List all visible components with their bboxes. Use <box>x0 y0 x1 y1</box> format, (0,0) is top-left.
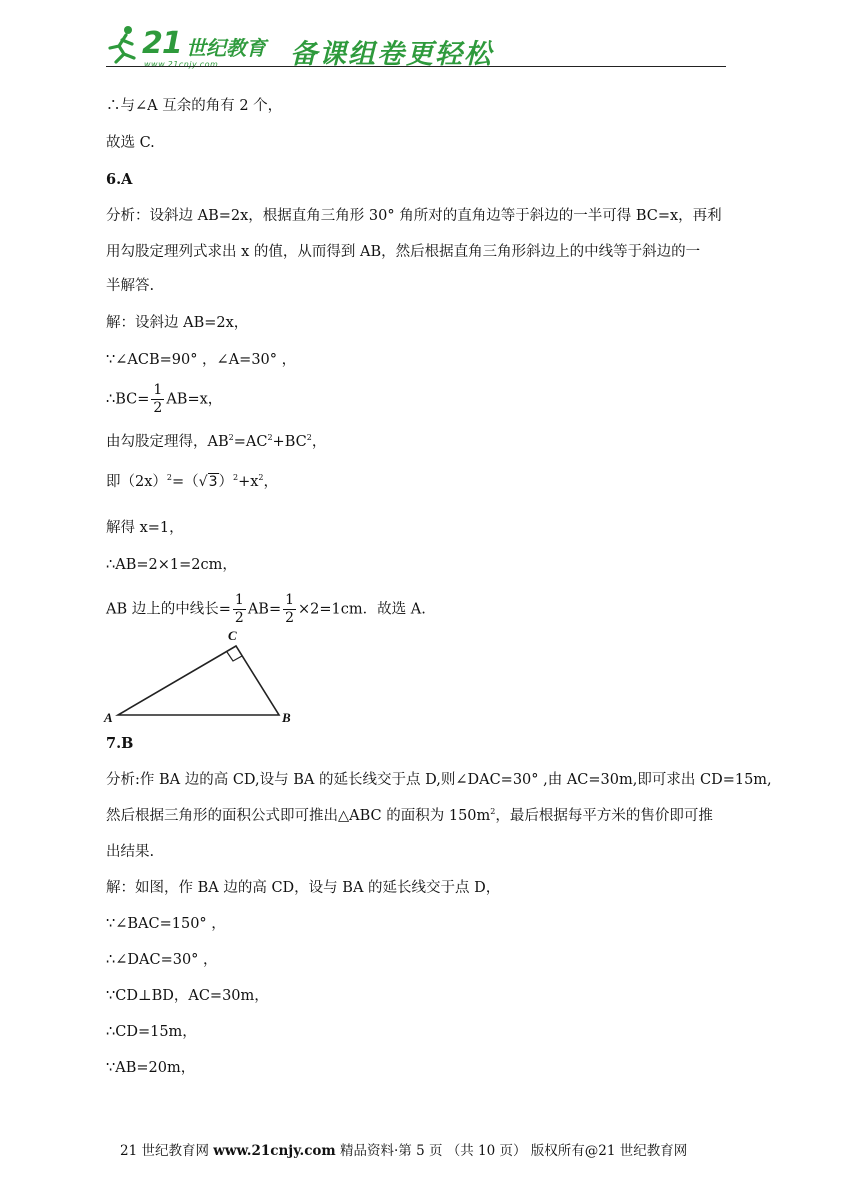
footer-site-link[interactable]: www.21cnjy.com <box>213 1143 336 1159</box>
fraction <box>151 382 164 417</box>
text-segment: =AC <box>233 434 268 450</box>
fraction-denominator: 2 <box>153 400 163 416</box>
text-segment: ，最后根据每平方米的售价即可推 <box>495 808 713 824</box>
text-segment: +BC <box>272 434 307 450</box>
text-line: 解：设斜边 AB=2x， <box>106 315 249 331</box>
fraction-denominator: 2 <box>234 610 244 626</box>
math-line <box>106 432 326 452</box>
text-line: ∴CD=15m， <box>106 1024 197 1040</box>
text-line: 故选 C. <box>106 135 155 151</box>
header-slogan: 备课组卷更轻松 <box>290 39 493 70</box>
superscript: 2 <box>228 433 234 443</box>
text-line: ∵∠BAC=150° ， <box>106 916 226 932</box>
page-footer <box>120 1139 687 1159</box>
runner-logo-icon <box>106 24 140 64</box>
text-line: 分析：设斜边 AB=2x，根据直角三角形 30° 角所对的直角边等于斜边的一半可得 BC=x，再利 <box>106 208 722 224</box>
text-line: 用勾股定理列式求出 x 的值，从而得到 AB，然后根据直角三角形斜边上的中线等于斜边的一 <box>106 244 701 260</box>
fraction-numerator: 1 <box>285 592 295 608</box>
text-segment: ∴BC= <box>106 391 150 408</box>
logo-number: 21 <box>142 26 182 61</box>
footer-page-info: 精品资料·第 5 页 （共 10 页） 版权所有@21 世纪教育网 <box>340 1143 688 1159</box>
text-segment: AB 边上的中线长= <box>106 601 231 618</box>
math-line <box>106 806 713 826</box>
superscript: 2 <box>233 473 239 483</box>
vertex-label-a: A <box>104 710 113 725</box>
text-segment: 即（2x） <box>106 474 167 490</box>
superscript: 2 <box>306 433 312 443</box>
math-line <box>106 472 278 492</box>
triangle-figure <box>100 622 300 726</box>
text-line: ∴∠DAC=30° ， <box>106 952 218 968</box>
text-segment: 然后根据三角形的面积公式即可推出△ABC 的面积为 150m <box>106 808 491 824</box>
question-number: 7.B <box>106 735 134 752</box>
text-segment: ×2=1cm．故选 A. <box>298 601 426 618</box>
superscript: 2 <box>490 807 496 817</box>
square-root: √3 <box>198 474 218 490</box>
fraction-denominator: 2 <box>285 610 295 626</box>
text-line: 半解答. <box>106 278 155 294</box>
text-line: 解得 x=1， <box>106 520 184 536</box>
triangle-abc <box>118 646 279 715</box>
fraction-numerator: 1 <box>153 382 163 398</box>
text-segment: 由勾股定理得，AB <box>106 434 229 450</box>
text-segment: ， <box>311 434 327 450</box>
text-segment: ） <box>218 474 233 490</box>
text-line: 分析:作 BA 边的高 CD,设与 BA 的延长线交于点 D,则∠DAC=30° ,由 AC=30m,即可求出 CD=15m, <box>106 772 772 788</box>
text-line: ∵CD⊥BD，AC=30m， <box>106 988 269 1004</box>
superscript: 2 <box>258 473 264 483</box>
math-line <box>106 382 222 417</box>
text-line: ∴与∠A 互余的角有 2 个， <box>106 98 283 114</box>
text-segment: +x <box>238 474 259 490</box>
superscript: 2 <box>166 473 172 483</box>
superscript: 2 <box>267 433 273 443</box>
text-segment: AB=x， <box>166 391 223 408</box>
text-line: 出结果. <box>106 844 155 860</box>
vertex-label-b: B <box>282 710 291 725</box>
text-line: ∵∠ACB=90° ，∠A=30° ， <box>106 352 297 368</box>
text-line: 解：如图，作 BA 边的高 CD，设与 BA 的延长线交于点 D， <box>106 880 501 896</box>
text-line: ∵AB=20m， <box>106 1060 196 1076</box>
logo-url: www.21cnjy.com <box>144 60 219 69</box>
header-divider <box>106 66 726 67</box>
logo-text: 世纪教育 <box>186 36 266 60</box>
fraction-numerator: 1 <box>234 592 244 608</box>
text-segment: AB= <box>247 601 282 618</box>
text-segment: ， <box>263 474 279 490</box>
vertex-label-c: C <box>228 628 237 643</box>
footer-brand: 21 世纪教育网 <box>120 1143 209 1159</box>
text-segment: =（ <box>172 474 199 490</box>
text-line: ∴AB=2×1=2cm， <box>106 557 237 573</box>
question-number: 6.A <box>106 171 133 188</box>
radicand: 3 <box>208 474 218 490</box>
